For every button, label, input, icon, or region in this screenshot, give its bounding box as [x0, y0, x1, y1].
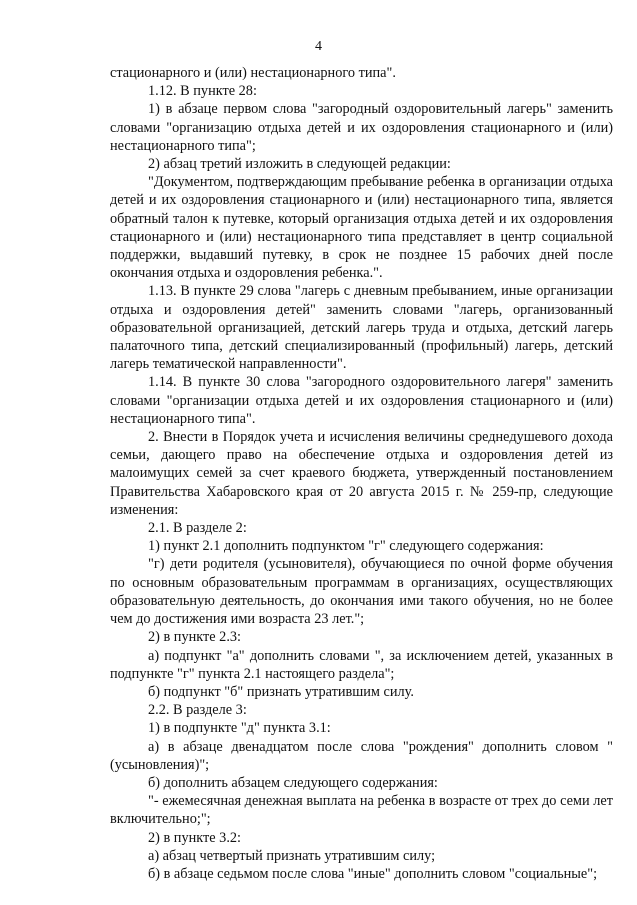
paragraph-2-2-item-2: 2) в пункте 3.2: [148, 829, 242, 846]
paragraph-subitem-b: б) подпункт "б" признать утратившим силу. [148, 683, 414, 700]
paragraph-1-12-heading: 1.12. В пункте 28: [148, 83, 257, 100]
paragraph-subitem-a: а) подпункт "а" дополнить словами ", за исключением детей, указанных в подпункте "г" пункта 2.1 настоящего раздела"; [110, 647, 613, 682]
paragraph-1-12-item-2: 2) абзац третий изложить в следующей редакции: [148, 156, 451, 173]
paragraph-3-2-subitem-b: б) в абзаце седьмом после слова "иные" дополнить словом "социальные"; [148, 865, 598, 882]
paragraph-2-2-subitem-b: б) дополнить абзацем следующего содержания: [148, 774, 438, 791]
paragraph-1-14: 1.14. В пункте 30 слова "загородного оздоровительного лагеря" заменить словами "организации отдыха детей и их оздоровления стационарного и (или) нестационарного типа". [110, 374, 613, 427]
paragraph-1-13: 1.13. В пункте 29 слова "лагерь с дневным пребыванием, иные организации отдыха и оздоровления детей" заменить словами "лагерь, организованный образовательной организацией, детский лагерь труда и отдыха, детский лагерь палаточного типа, детский специализированный (профильный) лагерь, детский лагерь тематической направленности". [110, 283, 613, 373]
paragraph-2-2-heading: 2.2. В разделе 3: [148, 702, 247, 719]
paragraph-2: 2. Внести в Порядок учета и исчисления величины среднедушевого дохода семьи, дающего право на обеспечение отдыха и оздоровления детей из малоимущих семей за счет краевого бюджета, утвержденный постановлением Правительства Хабаровского края от 20 августа 2015 г. № 259-пр, следующие изменения: [110, 429, 613, 518]
paragraph-2-2-subitem-a: а) в абзаце двенадцатом после слова "рождения" дополнить словом "(усыновления)"; [110, 738, 613, 773]
page-number: 4 [315, 39, 322, 54]
paragraph-2-1-item-2: 2) в пункте 2.3: [148, 629, 242, 646]
document-body [110, 64, 613, 883]
paragraph-2-2-item-1: 1) в подпункте "д" пункта 3.1: [148, 720, 331, 737]
paragraph-2-1-item-1: 1) пункт 2.1 дополнить подпунктом "г" следующего содержания: [148, 538, 544, 555]
paragraph-subitem-g: "г) дети родителя (усыновителя), обучающиеся по очной форме обучения по основным образовательным программам в организациях, осуществляющих образовательную деятельность, до окончания ими такого обучения, но не более чем до достижения ими возраста 23 лет."; [110, 556, 613, 628]
paragraph-1-12-item-1: 1) в абзаце первом слова "загородный оздоровительный лагерь" заменить словами "организацию отдыха детей и их оздоровления стационарного и (или) нестационарного типа"; [110, 101, 613, 154]
paragraph-new-wording-document: "Документом, подтверждающим пребывание ребенка в организации отдыха детей и их оздоровления стационарного и (или) нестационарного типа, является обратный талон к путевке, который организация отдыха детей и их оздоровления стационарного и (или) нестационарного типа представляет в центр социальной поддержки, выдавший путевку, в срок не позднее 15 рабочих дней после окончания отдыха и оздоровления ребенка.". [110, 174, 613, 282]
paragraph-3-2-subitem-a: а) абзац четвертый признать утратившим силу; [148, 847, 436, 864]
paragraph-continuation: стационарного и (или) нестационарного типа". [110, 65, 396, 81]
paragraph-monthly-payment: "- ежемесячная денежная выплата на ребенка в возрасте от трех до семи лет включительно;"; [110, 793, 613, 828]
paragraph-2-1-heading: 2.1. В разделе 2: [148, 520, 247, 537]
